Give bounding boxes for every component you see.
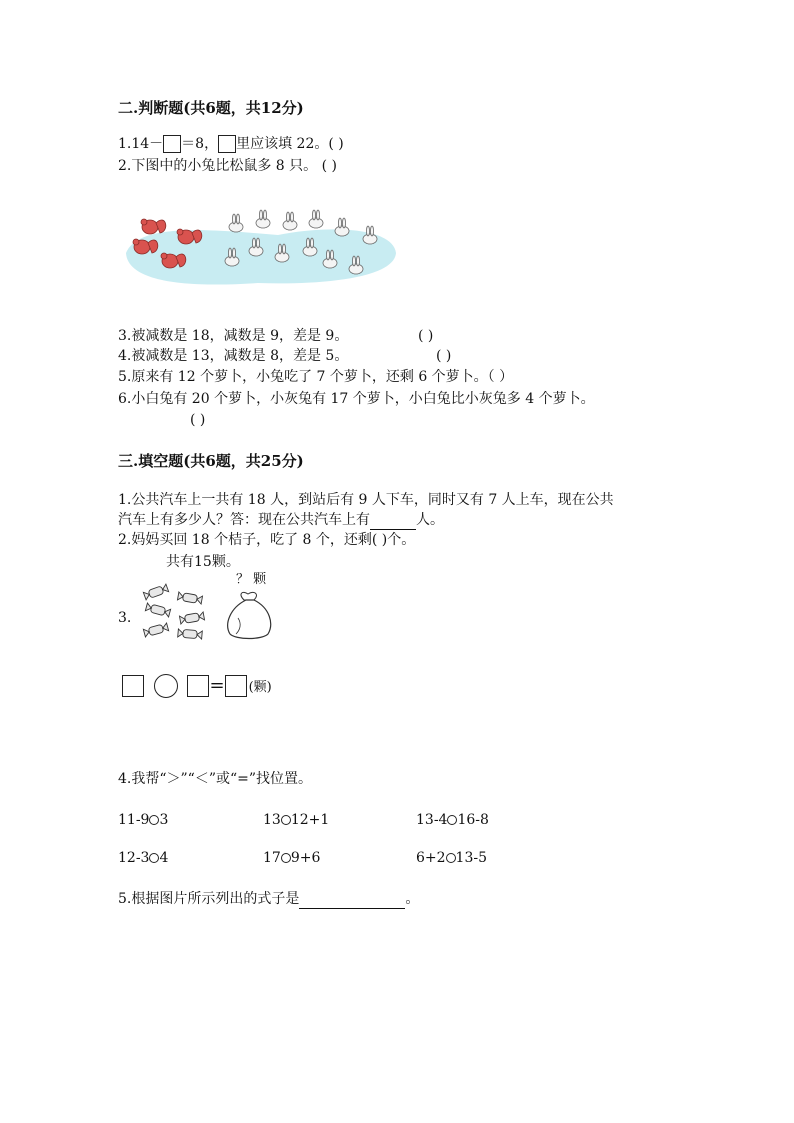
answer-box — [187, 675, 209, 697]
q3-1-line2: 汽车上有多少人？答：现在公共汽车上有 人。 — [118, 512, 444, 528]
q3-3-equation — [122, 674, 272, 698]
compare-circle — [446, 853, 456, 863]
answer-blank — [370, 513, 416, 530]
answer-box — [122, 675, 144, 697]
compare-circle — [149, 853, 159, 863]
compare-circle — [281, 853, 291, 863]
operator-circle — [154, 674, 178, 698]
bag-question: ？ 颗 — [236, 572, 267, 587]
answer-box — [163, 135, 181, 153]
compare-circle — [447, 815, 457, 825]
q2-3: 3.被减数是 18，减数是 9，差是 9。 — [118, 328, 349, 344]
candy-caption: 共有15颗。 — [166, 554, 240, 570]
compare-circle — [281, 815, 291, 825]
candies-picture — [138, 580, 212, 642]
squirrels-rabbits-picture — [118, 205, 398, 287]
answer-box — [225, 675, 247, 697]
q3-3-number: 3. — [118, 610, 132, 626]
compare-item: 13-4 16-8 — [416, 812, 489, 828]
q2-4: 4.被减数是 13，减数是 8，差是 5。 — [118, 348, 349, 364]
answer-box — [218, 135, 236, 153]
q2-1: 1.14－ ＝8， 里应该填 22。( ) — [118, 136, 344, 152]
q2-6-paren: ( ) — [190, 412, 206, 428]
q2-2: 2.下图中的小兔比松鼠多 8 只。 ( ) — [118, 158, 337, 174]
compare-item: 6+2 13-5 — [416, 850, 487, 866]
equals-sign: = — [209, 675, 225, 696]
q2-3-paren: ( ) — [418, 328, 434, 344]
q2-4-paren: ( ) — [436, 348, 452, 364]
q3-4-title: 4.我帮“＞”“＜”或“=”找位置。 — [118, 771, 313, 787]
q3-1-line1: 1.公共汽车上一共有 18 人，到站后有 9 人下车，同时又有 7 人上车，现在公共 — [118, 492, 614, 508]
compare-item: 17 9+6 — [263, 850, 321, 866]
compare-circle — [149, 815, 159, 825]
q2-5: 5.原来有 12 个萝卜，小兔吃了 7 个萝卜，还剩 6 个萝卜。（ ） — [118, 369, 514, 385]
q3-2: 2.妈妈买回 18 个桔子，吃了 8 个，还剩( )个。 — [118, 532, 416, 548]
section2-title: 二.判断题(共6题，共12分) — [118, 99, 304, 117]
bag-icon — [224, 588, 276, 642]
section3-title: 三.填空题(共6题，共25分) — [118, 452, 304, 470]
compare-item: 12-3 4 — [118, 850, 169, 866]
compare-item: 11-9 3 — [118, 812, 169, 828]
compare-item: 13 12+1 — [263, 812, 330, 828]
q2-6: 6.小白兔有 20 个萝卜，小灰兔有 17 个萝卜，小白兔比小灰兔多 4 个萝卜。 — [118, 391, 595, 407]
q3-5: 5.根据图片所示列出的式子是 。 — [118, 891, 420, 907]
answer-blank — [299, 892, 405, 909]
unit-label: (颗) — [248, 680, 272, 695]
